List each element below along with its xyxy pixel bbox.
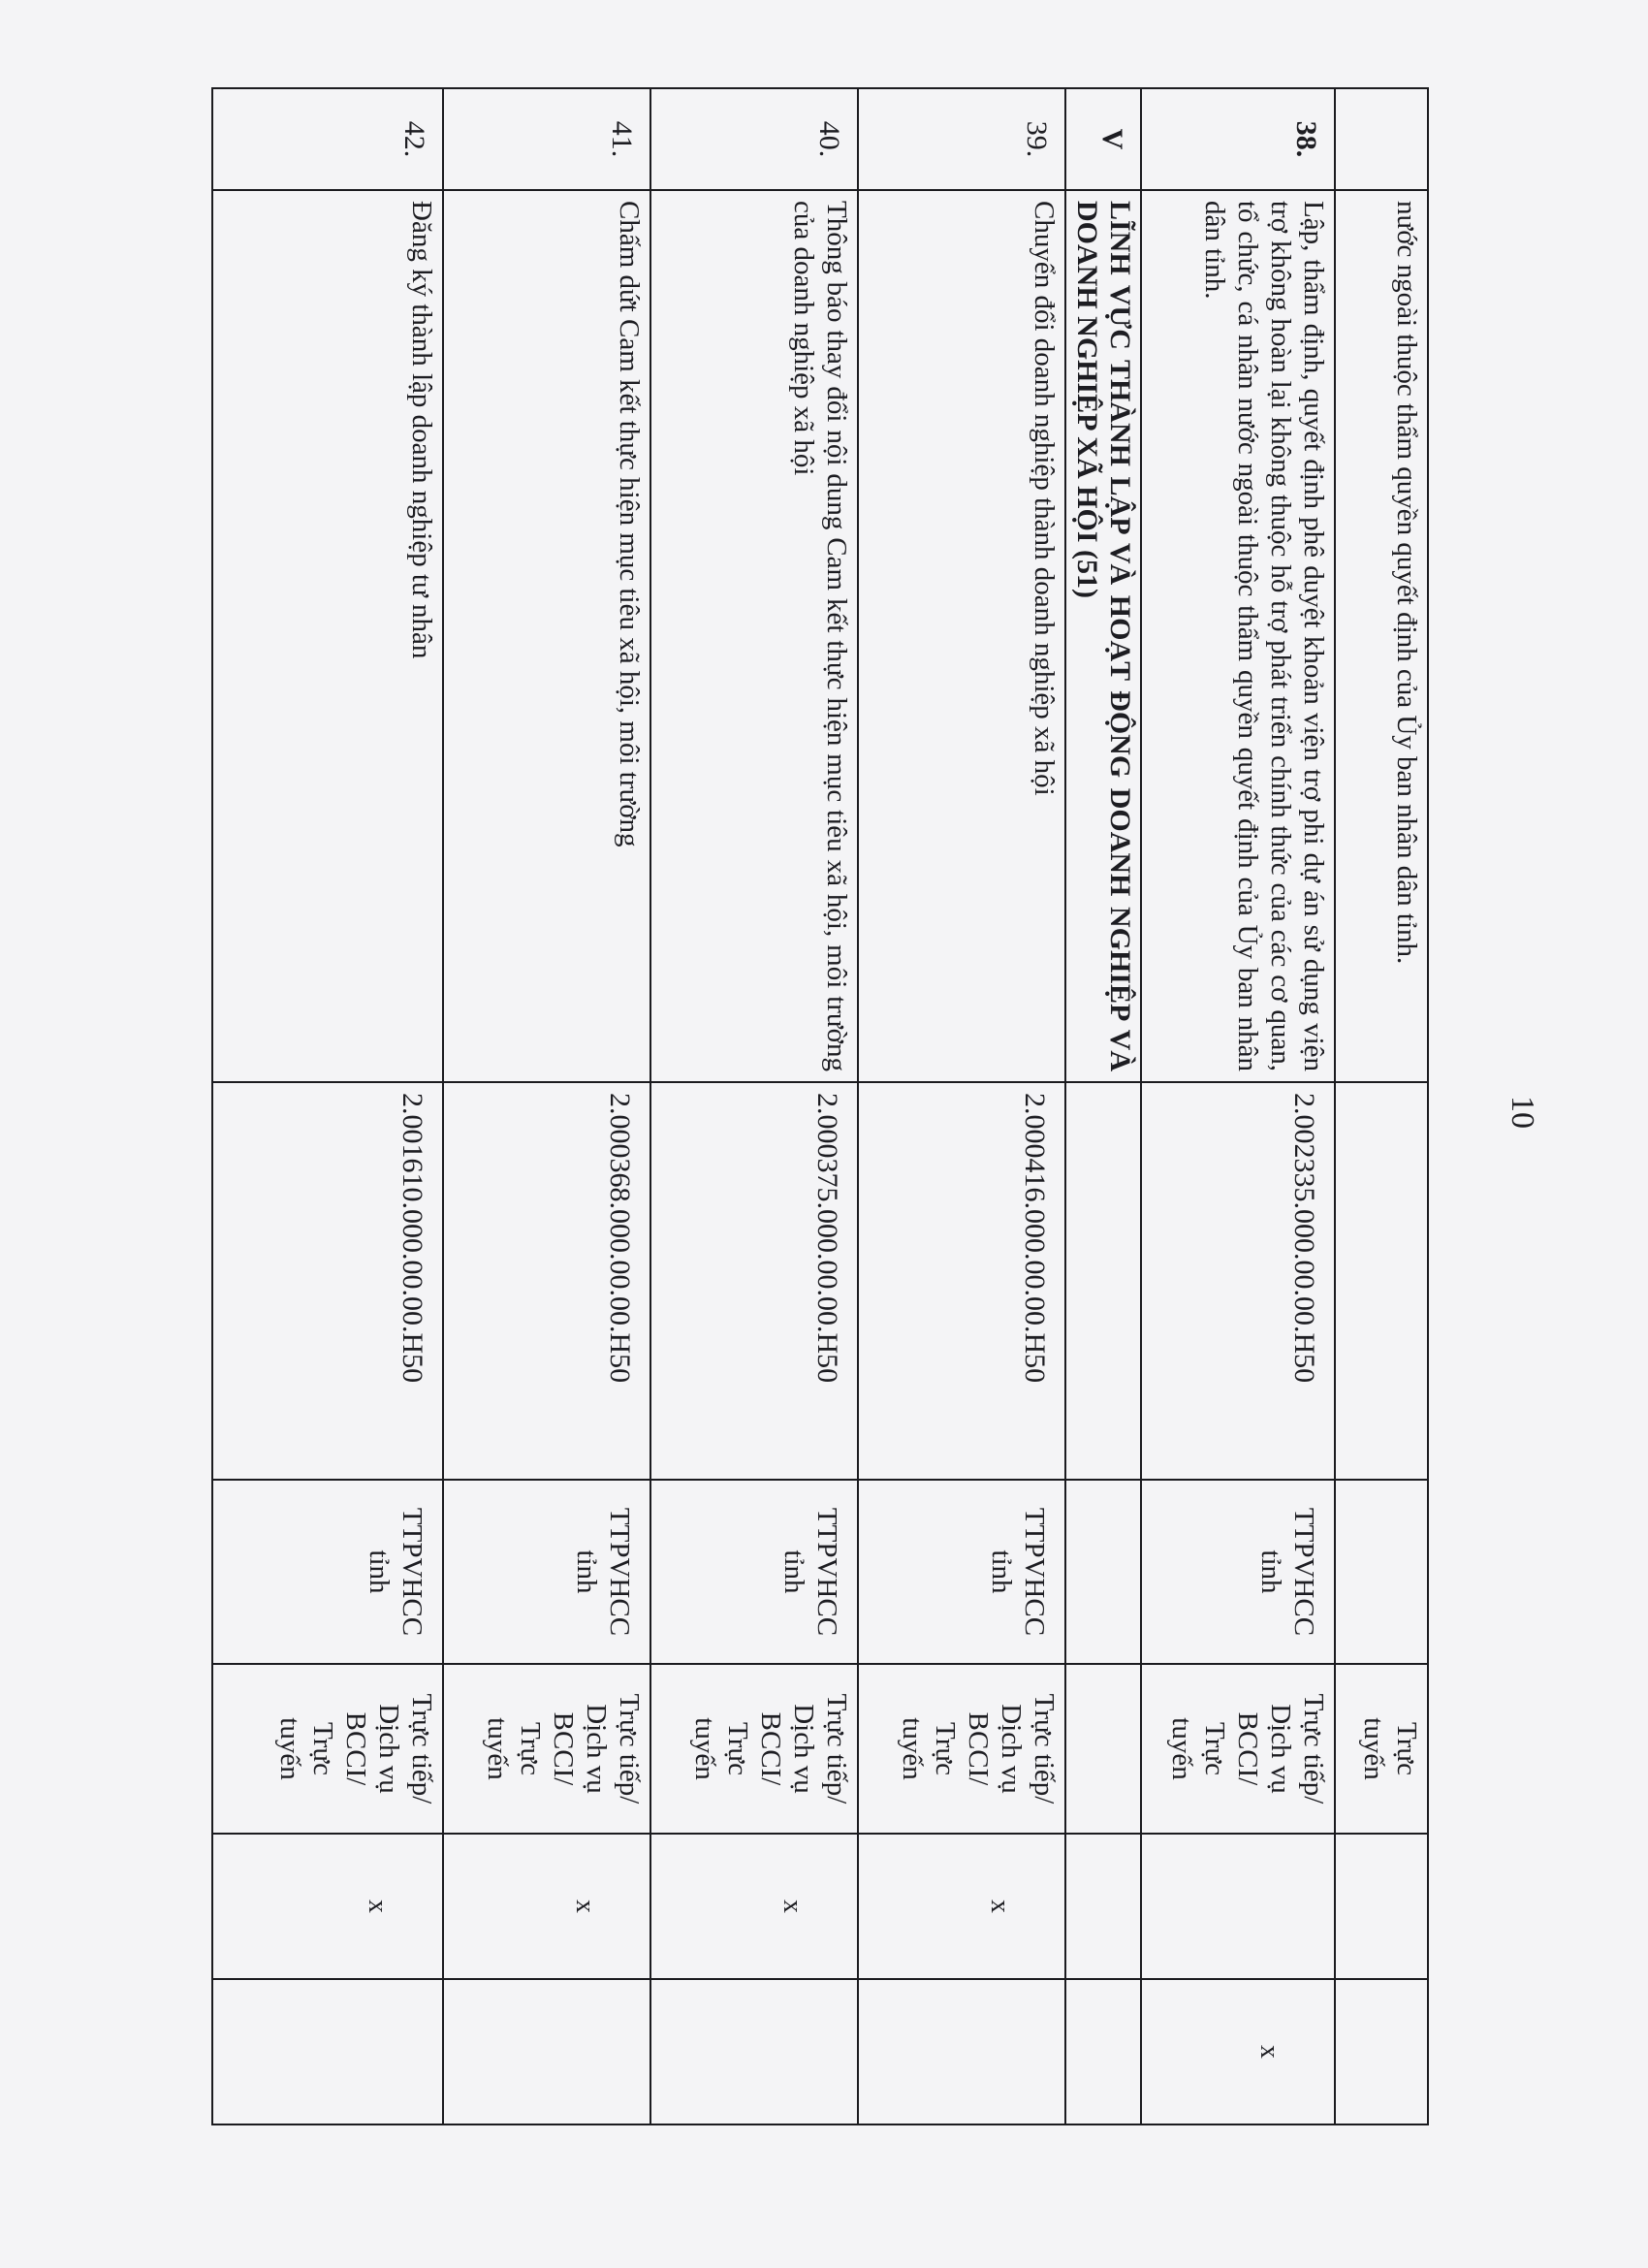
section-row (1065, 88, 1141, 2124)
stt-cell: 41. (443, 88, 650, 190)
procedure-code-cell: 2.000416.000.00.00.H50 (858, 1082, 1065, 1480)
stt-cell (1335, 88, 1428, 190)
section-number: V (1065, 88, 1141, 190)
stt-cell: 39. (858, 88, 1065, 190)
level-cell (1335, 1979, 1428, 2124)
method-line: BCCI/ (340, 1711, 371, 1786)
stt-cell: 40. (650, 88, 858, 190)
level-cell (1335, 1834, 1428, 1979)
table-row (443, 88, 650, 2124)
procedure-code-cell: 2.000368.000.00.00.H50 (443, 1082, 650, 1480)
method-line: Trực tiếp/ (614, 1693, 645, 1805)
table-row (1141, 88, 1335, 2124)
method-line: tuyến (897, 1717, 928, 1780)
procedure-code-cell: 2.001610.000.00.00.H50 (212, 1082, 443, 1480)
level-cell (443, 1979, 650, 2124)
level-cell (212, 1979, 443, 2124)
procedure-name-cell: nước ngoài thuộc thẩm quyền quyết định của Ủy ban nhân dân tỉnh. (1335, 190, 1428, 1082)
unit-cell: TTPVHCC tỉnh (650, 1480, 858, 1664)
table-row (650, 88, 858, 2124)
method-line: BCCI/ (1232, 1711, 1263, 1786)
method-cell (858, 1664, 1065, 1834)
table-row (858, 88, 1065, 2124)
procedure-name-cell: Chấm dứt Cam kết thực hiện mục tiêu xã hội, môi trường (443, 190, 650, 1082)
unit-cell: TTPVHCC tỉnh (443, 1480, 650, 1664)
section-title: LĨNH VỰC THÀNH LẬP VÀ HOẠT ĐỘNG DOANH NGHIỆP VÀ DOANH NGHIỆP XÃ HỘI (51) (1065, 190, 1141, 1082)
unit-cell: TTPVHCC tỉnh (1141, 1480, 1335, 1664)
method-line: tuyến (1166, 1717, 1197, 1780)
table-body (212, 88, 1428, 2124)
level-cell: x (443, 1834, 650, 1979)
empty-cell (1065, 1082, 1141, 1480)
empty-cell (1065, 1834, 1141, 1979)
method-cell (1335, 1664, 1428, 1834)
procedure-code-cell (1335, 1082, 1428, 1480)
method-line: Trực tiếp/ (821, 1693, 852, 1805)
empty-cell (1065, 1979, 1141, 2124)
method-line: Trực (930, 1722, 961, 1775)
procedures-table (211, 87, 1429, 2125)
method-line: Dịch vụ (1265, 1704, 1296, 1794)
procedure-name-cell: Đăng ký thành lập doanh nghiệp tư nhân (212, 190, 443, 1082)
level-cell: x (858, 1834, 1065, 1979)
method-line: Trực tiếp/ (406, 1693, 437, 1805)
method-line: Trực (1391, 1722, 1422, 1775)
method-cell (212, 1664, 443, 1834)
unit-cell: TTPVHCC tỉnh (212, 1480, 443, 1664)
empty-cell (1065, 1664, 1141, 1834)
method-line: Dịch vụ (581, 1704, 612, 1794)
procedure-name-cell: Chuyển đổi doanh nghiệp thành doanh nghiệp xã hội (858, 190, 1065, 1082)
procedure-name-cell: Thông báo thay đổi nội dung Cam kết thực hiện mục tiêu xã hội, môi trường của doanh nghiệp xã hội (650, 190, 858, 1082)
method-line: Dịch vụ (373, 1704, 404, 1794)
unit-cell: TTPVHCC tỉnh (858, 1480, 1065, 1664)
level-cell: x (650, 1834, 858, 1979)
method-line: BCCI/ (548, 1711, 579, 1786)
method-line: BCCI/ (755, 1711, 786, 1786)
method-line: BCCI/ (963, 1711, 994, 1786)
method-line: Trực (722, 1722, 753, 1775)
level-cell: x (212, 1834, 443, 1979)
table-row (1335, 88, 1428, 2124)
method-line: tuyến (1358, 1717, 1389, 1780)
method-line: tuyến (482, 1717, 513, 1780)
rotated-sheet (217, 87, 1540, 2124)
procedure-name-cell: Lập, thẩm định, quyết định phê duyệt khoản viện trợ phi dự án sử dụng viện trợ không hoàn lại không thuộc hỗ trợ phát triển chính thức của các cơ quan, tổ chức, cá nhân nước ngoài thuộc thẩm quyền quyết định của Ủy ban nhân dân tỉnh. (1141, 190, 1335, 1082)
procedure-code-cell: 2.002335.000.00.00.H50 (1141, 1082, 1335, 1480)
method-line: Trực tiếp/ (1029, 1693, 1060, 1805)
level-cell (1141, 1834, 1335, 1979)
method-cell (650, 1664, 858, 1834)
method-line: Trực (307, 1722, 338, 1775)
method-line: Dịch vụ (996, 1704, 1027, 1794)
level-cell: x (1141, 1979, 1335, 2124)
method-line: Trực tiếp/ (1298, 1693, 1329, 1805)
method-cell (443, 1664, 650, 1834)
procedure-code-cell: 2.000375.000.00.00.H50 (650, 1082, 858, 1480)
page-number: 10 (1505, 1096, 1540, 1129)
method-line: Trực (1199, 1722, 1230, 1775)
stt-cell: 42. (212, 88, 443, 190)
unit-cell (1335, 1480, 1428, 1664)
method-line: Dịch vụ (788, 1704, 819, 1794)
stt-cell: 38. (1141, 88, 1335, 190)
empty-cell (1065, 1480, 1141, 1664)
method-line: tuyến (689, 1717, 720, 1780)
level-cell (650, 1979, 858, 2124)
table-row (212, 88, 443, 2124)
method-cell (1141, 1664, 1335, 1834)
level-cell (858, 1979, 1065, 2124)
method-line: tuyến (274, 1717, 305, 1780)
method-line: Trực (515, 1722, 546, 1775)
